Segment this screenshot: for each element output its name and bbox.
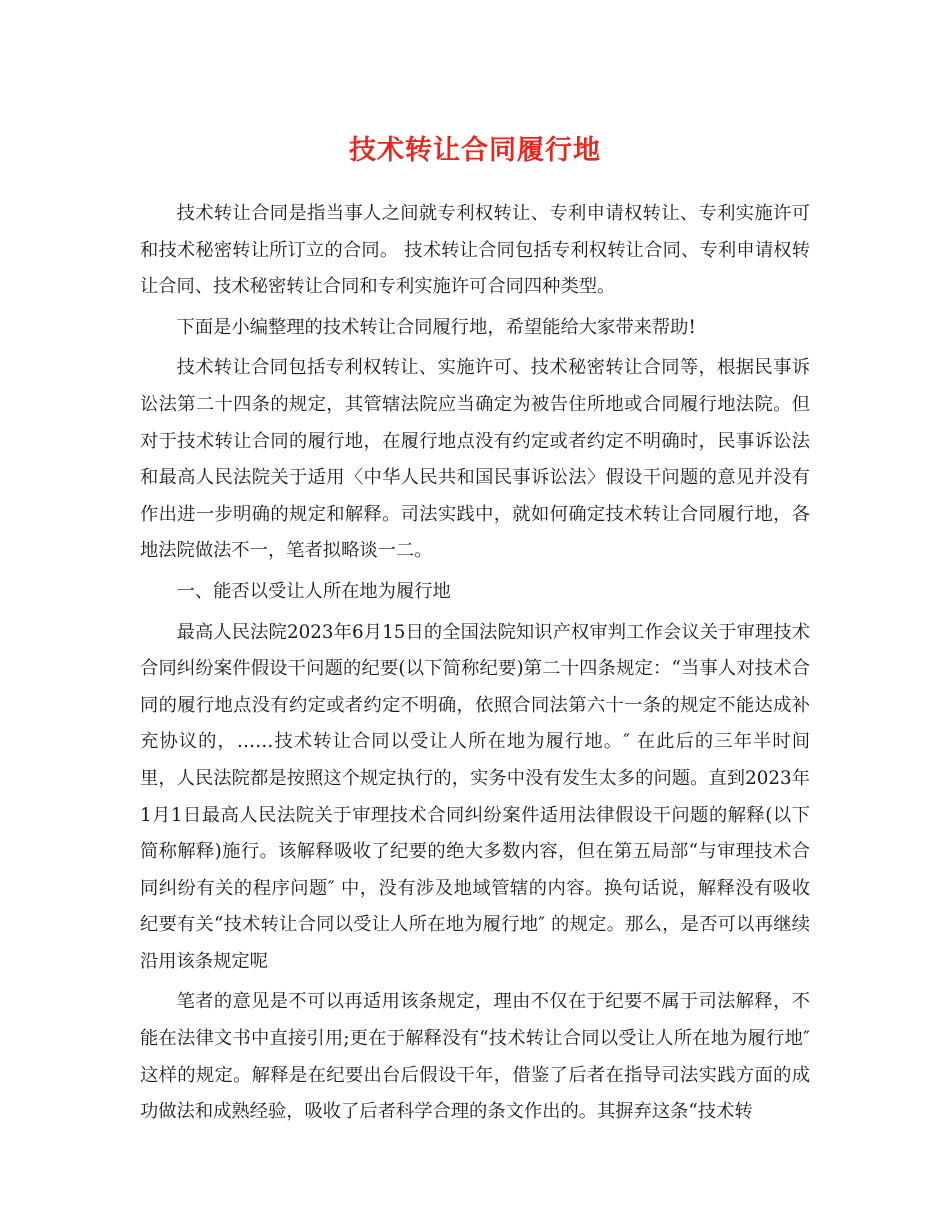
document-body [140,196,810,1135]
paragraph-intro: 下面是小编整理的技术转让合同履行地，希望能给大家带来帮助! [176,316,696,338]
paragraph-definition: 技术转让合同是指当事人之间就专利权转让、专利申请权转让、专利实施许可和技术秘密转让所订立的合同。 技术转让合同包括专利权转让合同、专利申请权转让合同、技术秘密转让合同和专利实施许可合同四种类型。 [140,203,810,298]
section-heading-1: 一、能否以受让人所在地为履行地 [176,580,451,602]
paragraph-regulation: 最高人民法院2023年6月15日的全国法院知识产权审判工作会议关于审理技术合同纠纷案件假设干问题的纪要(以下简称纪要)第二十四条规定：“当事人对技术合同的履行地点没有约定或者约定不明确，依照合同法第六十一条的规定不能达成补充协议的，……技术转让合同以受让人所在地为履行地。″ 在此后的三年半时间里，人民法院都是按照这个规定执行的，实务中没有发生太多的问题。直到2023年1月1日最高人民法院关于审理技术合同纠纷案件适用法律假设干问题的解释(以下简称解释)施行。该解释吸收了纪要的绝大多数内容，但在第五局部“与审理技术合同纠纷有关的程序问题″ 中，没有涉及地域管辖的内容。换句话说，解释没有吸收纪要有关“技术转让合同以受让人所在地为履行地″ 的规定。那么，是否可以再继续沿用该条规定呢 [140,621,810,972]
document-title: 技术转让合同履行地 [349,135,601,166]
paragraph-opinion: 笔者的意见是不可以再适用该条规定，理由不仅在于纪要不属于司法解释，不能在法律文书中直接引用;更在于解释没有“技术转让合同以受让人所在地为履行地″ 这样的规定。解释是在纪要出台后假设干年，借鉴了后者在指导司法实践方面的成功做法和成熟经验，吸收了后者科学合理的条文作出的。其摒弃这条“技术转 [140,991,810,1123]
paragraph-background: 技术转让合同包括专利权转让、实施许可、技术秘密转让合同等，根据民事诉讼法第二十四条的规定，其管辖法院应当确定为被告住所地或合同履行地法院。但对于技术转让合同的履行地，在履行地点没有约定或者约定不明确时，民事诉讼法和最高人民法院关于适用〈中华人民共和国民事诉讼法〉假设干问题的意见并没有作出进一步明确的规定和解释。司法实践中，就如何确定技术转让合同履行地，各地法院做法不一，笔者拟略谈一二。 [140,357,810,562]
